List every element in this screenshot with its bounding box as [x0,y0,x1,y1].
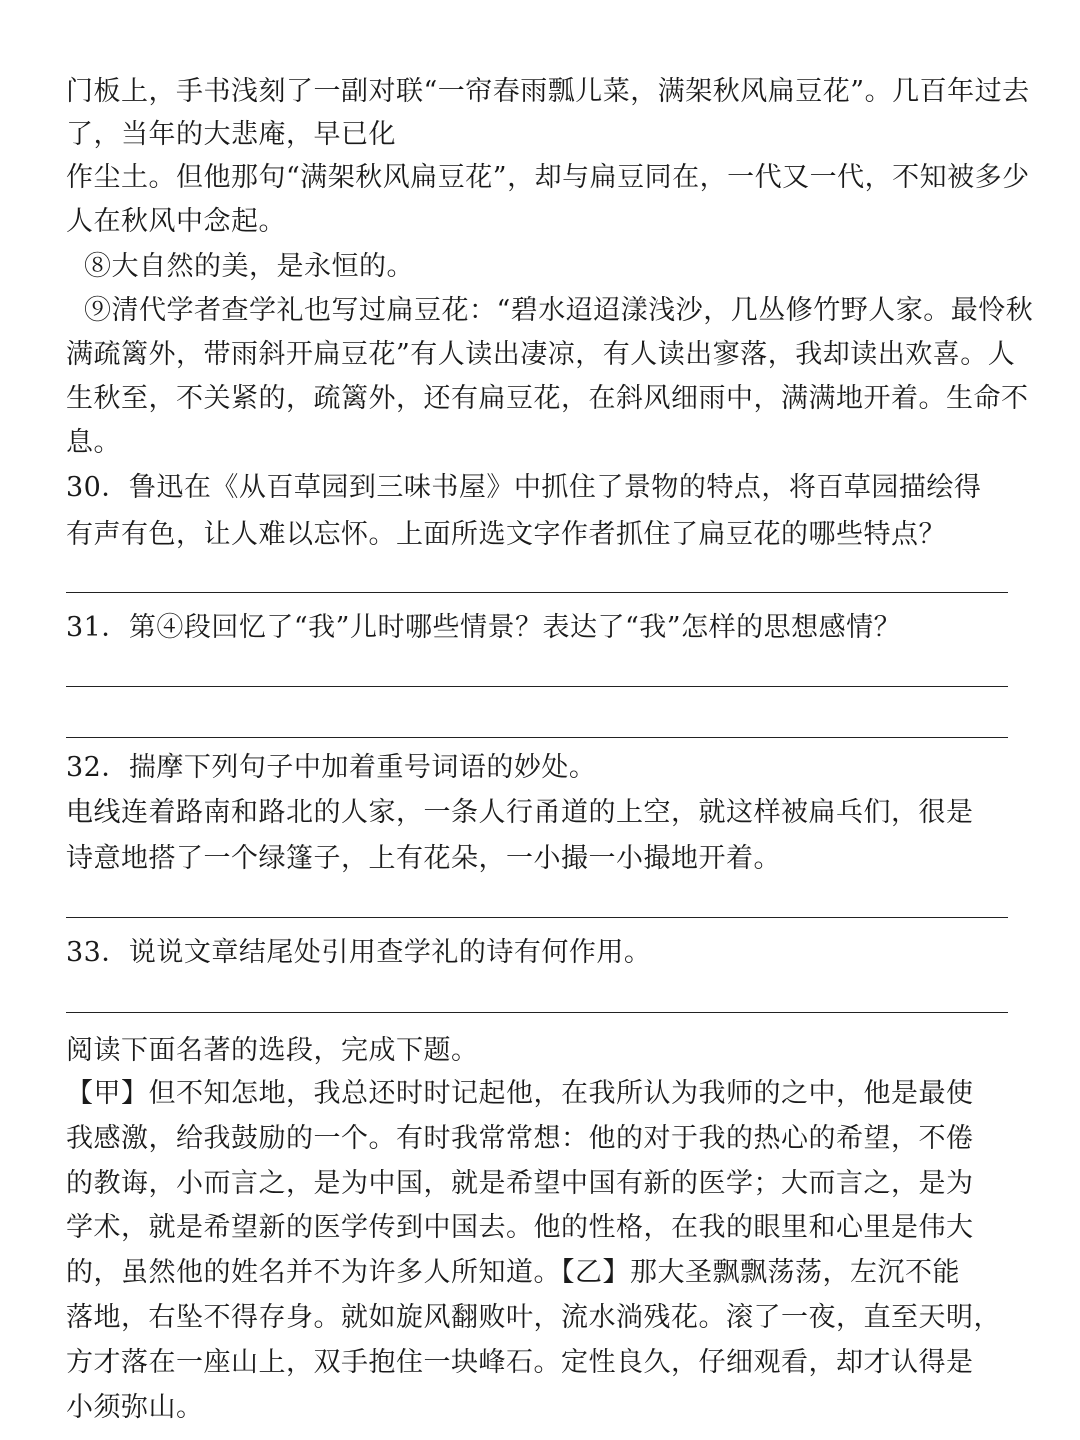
reading-line: 的教诲，小而言之，是为中国，就是希望中国有新的医学；大而言之，是为 [66,1168,974,1199]
paragraph-8: ⑧大自然的美，是永恒的。 [84,251,414,282]
passage-line: 人在秋风中念起。 [66,206,286,237]
passage-line: 生秋至，不关紧的，疏篱外，还有扁豆花，在斜风细雨中，满满地开着。生命不 [66,383,1029,414]
answer-line[interactable] [66,917,1008,918]
question-30-cont: 有声有色，让人难以忘怀。上面所选文字作者抓住了扁豆花的哪些特点？ [66,519,946,550]
reading-line: 学术，就是希望新的医学传到中国去。他的性格，在我的眼里和心里是伟大 [66,1212,974,1243]
question-30: 30．鲁迅在《从百草园到三味书屋》中抓住了景物的特点，将百草园描绘得 [66,472,982,503]
passage-line: 门板上，手书浅刻了一副对联“一帘春雨瓢儿菜，满架秋风扁豆花”。几百年过去 [66,76,1030,107]
answer-line[interactable] [66,592,1008,593]
question-32-sentence: 诗意地搭了一个绿篷子，上有花朵，一小撮一小撮地开着。 [66,843,781,874]
reading-line: 方才落在一座山上，双手抱住一块峰石。定性良久，仔细观看，却才认得是 [66,1347,974,1378]
answer-line[interactable] [66,1012,1008,1013]
reading-line: 小须弥山。 [66,1392,204,1423]
paragraph-9: ⑨清代学者查学礼也写过扁豆花：“碧水迢迢漾浅沙，几丛修竹野人家。最怜秋 [84,295,1034,326]
passage-line: 了，当年的大悲庵，早已化 [66,119,396,150]
answer-line[interactable] [66,686,1008,687]
reading-line: 落地，右坠不得存身。就如旋风翻败叶，流水淌残花。滚了一夜，直至天明， [66,1302,1001,1333]
reading-line: 的，虽然他的姓名并不为许多人所知道。【乙】那大圣飘飘荡荡，左沉不能 [66,1257,960,1288]
question-33: 33．说说文章结尾处引用查学礼的诗有何作用。 [66,937,652,968]
reading-line: 我感激，给我鼓励的一个。有时我常常想：他的对于我的热心的希望，不倦 [66,1123,974,1154]
question-31: 31．第④段回忆了“我”儿时哪些情景？表达了“我”怎样的思想感情？ [66,612,902,643]
question-32: 32．揣摩下列句子中加着重号词语的妙处。 [66,752,597,783]
question-32-sentence: 电线连着路南和路北的人家，一条人行甬道的上空，就这样被扁乓们，很是 [66,797,974,828]
passage-line: 满疏篱外，带雨斜开扁豆花”有人读出凄凉，有人读出寥落，我却读出欢喜。人 [66,339,1016,370]
answer-line[interactable] [66,737,1008,738]
passage-line: 息。 [66,427,121,458]
passage-line: 作尘土。但他那句“满架秋风扁豆花”，却与扁豆同在，一代又一代，不知被多少 [66,162,1030,193]
reading-line: 【甲】但不知怎地，我总还时时记起他，在我所认为我师的之中，他是最使 [66,1078,974,1109]
reading-intro: 阅读下面名著的选段，完成下题。 [66,1035,479,1066]
